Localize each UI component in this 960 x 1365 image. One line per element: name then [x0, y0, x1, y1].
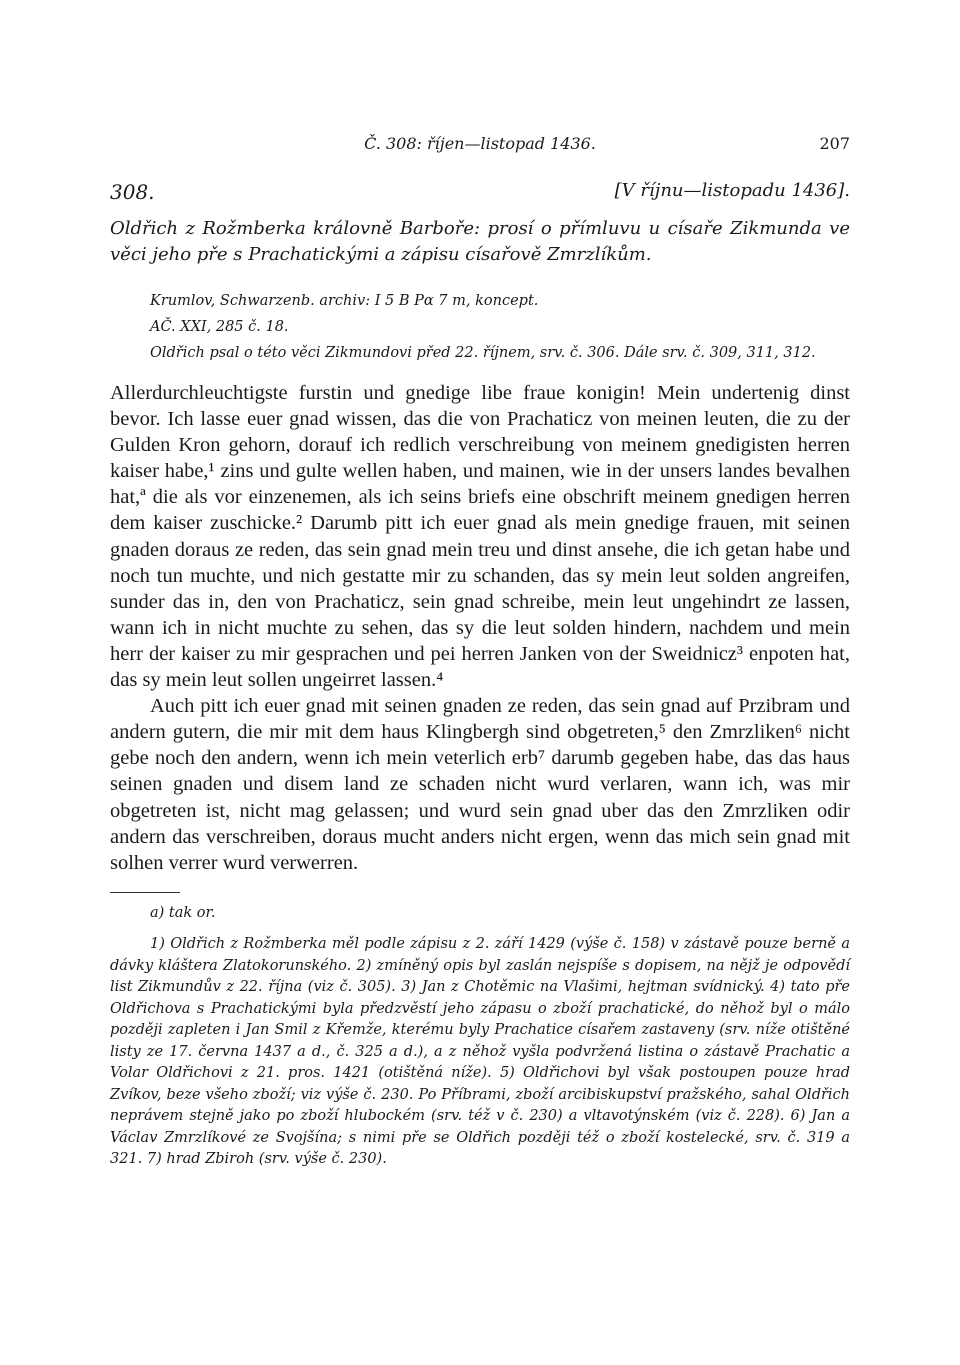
source-archive: Krumlov, Schwarzenb. archiv: I 5 B Pα 7 m, koncept. [150, 293, 539, 309]
source-edition: AČ. XXI, 285 č. 18. [150, 319, 289, 335]
page-number: 207 [819, 134, 850, 153]
footnote-divider [110, 892, 180, 893]
footnote-a: a) tak or. [150, 904, 216, 921]
document-number: 308. [110, 180, 155, 204]
footnote-list: 1) Oldřich z Rožmberka měl podle zápisu z 2. září 1429 (výše č. 158) v zástavě pouze berně a dávky kláštera Zlatokorunského. 2) zmíněný opis byl zaslán nejspíše s dopisem, na nějž je odpovědí list Zikmundův z 22. října (viz č. 305). 3) Jan z Chotěmic na Vlašimi, hejtman svídnický. 4) tato pře Oldřichova s Prachatickými byla předzvěstí jeho zápasu o zboží prachatické, do něhož byl o málo později zapleten i Jan Smil z Křemže, kterému byly Prachatice císařem zastaveny (srv. níže otištěné listy ze 17. června 1437 a d., č. 325 a d.), a z něhož vyšla podvržená listina o zástavě Prachatic a Volar Oldřichovi z 21. pros. 1421 (otištěná níže). 5) Oldřichovi byl však postoupen pouze hrad Zvíkov, beze všeho zboží; viz výše č. 230. Po Příbrami, zboží arcibiskupství pražského, sahal Oldřich neprávem stejně jako po zboží hlubockém (srv. též v č. 230) a vltavotýnském (viz č. 228). 6) Jan a Václav Zmrzlíkové ze Svojšína; s nimi pře se Oldřich později též o zboží kostelecké, srv. č. 319 a 321. 7) hrad Zbiroh (srv. výše č. 230). [110, 936, 850, 1168]
sources [110, 288, 850, 366]
running-title: Č. 308: říjen—listopad 1436. [364, 134, 596, 153]
letter-paragraph-1: Allerdurchleuchtigste furstin und gnedige libe fraue konigin! Mein undertenig dinst bevor. Ich lasse euer gnad wissen, das die von Prachaticz von meinen leuten, die zu der Gulden Kron gehorn, dorauf ich redlich verschreibung von meinem gnedigisten herren kaiser habe,¹ zins und gulte wellen haben, und mainen, wie in der unsers landes bevalhen hat,ª die als vor einzenemen, als ich seins briefs eine obschrift meinem gnedigen herren dem kaiser zuschicke.² Darumb pitt ich euer gnad als mein gnedige frauen, mit seinen gnaden doraus ze reden, das sein gnad mein treu und dinst ansehe, die ich getan habe und noch tun muchte, und nich gestatte mir zu schanden, das sy mein leut solden angreifen, sunder das in, den von Prachaticz, sein gnad schreibe, mein leut ungehindrt ze lassen, wann ich in nicht muchte zu sehen, das sy die leut solden hindern, nachdem und mein herr der kaiser zu mir gesprachen und pei herren Janken von der Sweidnicz³ enpoten hat, das sy mein leut sollen ungeirret lassen.⁴ [110, 382, 850, 692]
regest: Oldřich z Rožmberka královně Barboře: prosí o přímluvu u císaře Zikmunda ve věci jeho pře s Prachatickými a zápisu císařově Zmrzlíkům. [110, 218, 850, 265]
source-note: Oldřich psal o této věci Zikmundovi před 22. říjnem, srv. č. 306. Dále srv. č. 309, 311, 312. [150, 345, 816, 361]
running-header [110, 128, 850, 158]
letter-paragraph-2: Auch pitt ich euer gnad mit seinen gnaden ze reden, das sein gnad auf Przibram und andern gutern, die mir mit dem haus Klingbergh sind obgetreten,⁵ den Zmrzliken⁶ nicht gebe noch den andern, wenn ich mein veterlich erb⁷ darumb gegeben habe, das das haus seinen gnaden und disem land ze schaden nicht wurd verlaren, wann ich, was mir obgetreten ist, nicht mag gelassen; und wurd sein gnad uber das den Zmrzliken odir andern das verschreiben, doraus mucht anders nicht ergen, wenn das mich sein gnad mit solhen verrer wurd verwerren. [110, 695, 850, 874]
document-date: [V říjnu—listopadu 1436]. [614, 180, 850, 201]
letter-text [110, 380, 850, 876]
document-heading [110, 166, 850, 206]
footnotes [110, 903, 850, 1171]
page [110, 128, 850, 1171]
